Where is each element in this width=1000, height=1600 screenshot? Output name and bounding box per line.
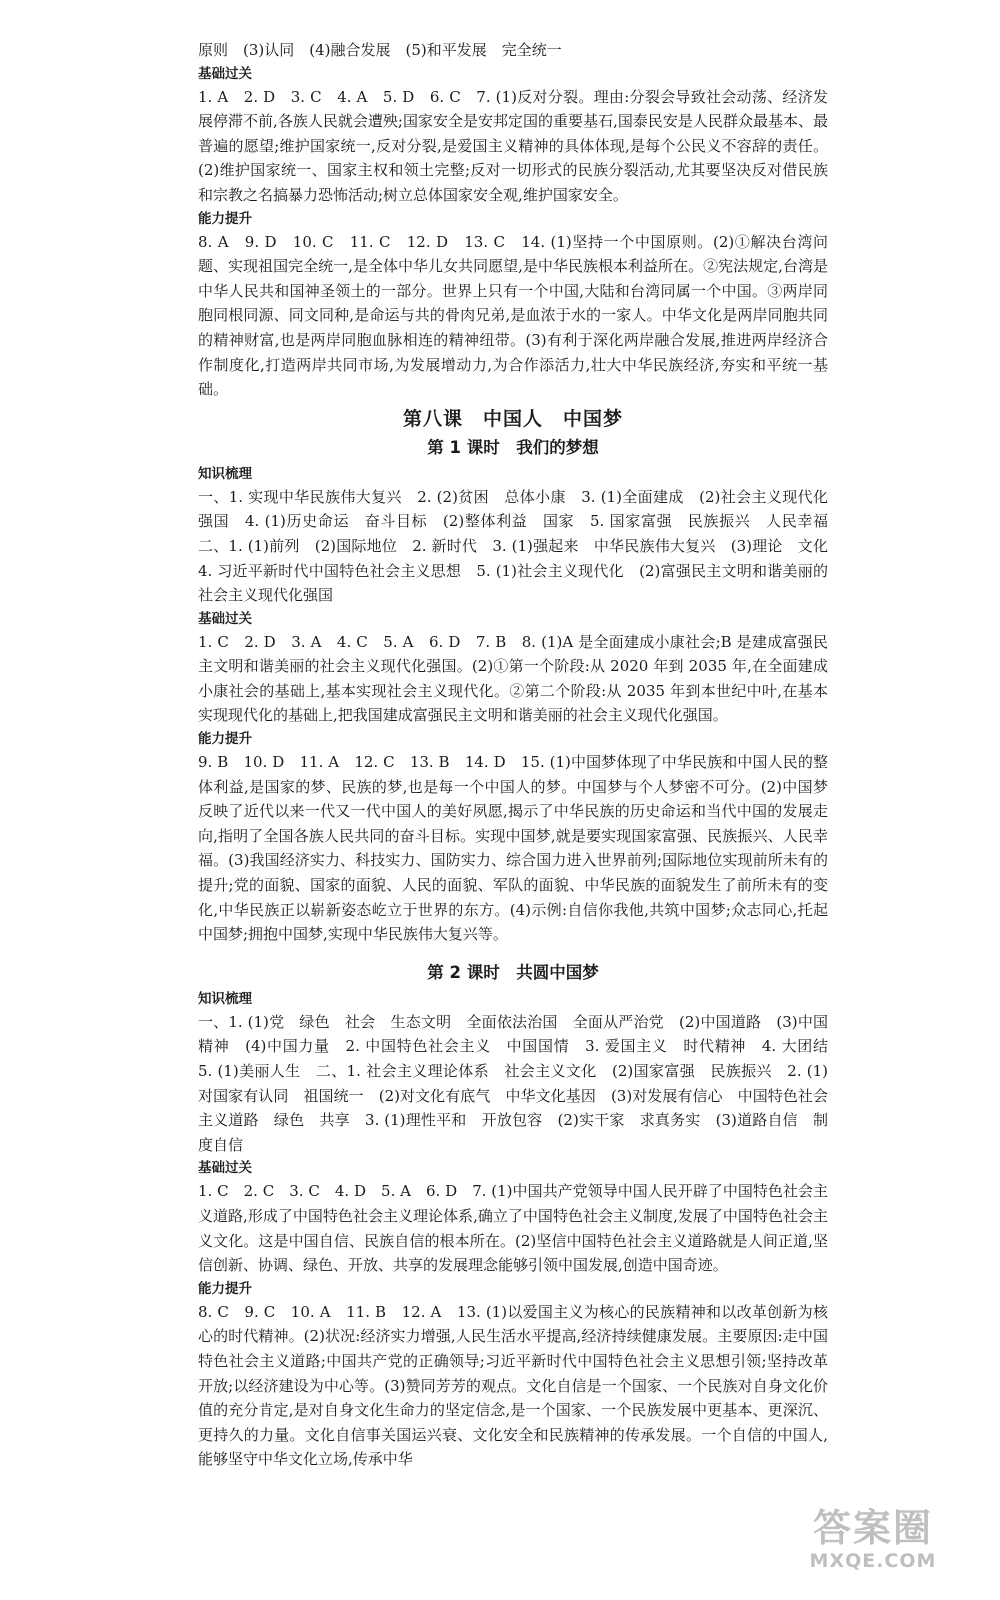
- lesson2-knowledge-heading: 知识梳理: [198, 990, 252, 1007]
- watermark-logo: [788, 1506, 958, 1578]
- lesson1-knowledge-text: 一、1. 实现中华民族伟大复兴 2. (2)贫困 总体小康 3. (1)全面建成 (2)社会主义现代化强国 4. (1)历史命运 奋斗目标 (2)整体利益 国家 5. 国家富强 民族振兴 人民幸福 二、1. (1)前列 (2)国际地位 2. 新时代 3. (1)强起来 中华民族伟大复兴 (3)理论 文化 4. 习近平新时代中国特色社会主义思想 5. (1)社会主义现代化 (2)富强民主文明和谐美丽的社会主义现代化强国: [198, 487, 844, 605]
- lesson2-title: 第 2 课时 共圆中国梦: [427, 962, 599, 982]
- lesson1-title: 第 1 课时 我们的梦想: [427, 437, 599, 457]
- part1-basic-answers: 1. A 2. D 3. C 4. A 5. D 6. C 7. (1)反对分裂。理由:分裂会导致社会动荡、经济发展停滞不前,各族人民就会遭殃;国家安全是安邦定国的重要基石,国泰民安是人民群众最基本、最普遍的愿望;维护国家统一,反对分裂,是爱国主义精神的具体体现,是每个公民义不容辞的责任。(2)维护国家统一、国家主权和领土完整;反对一切形式的民族分裂活动,尤其要坚决反对借民族和宗教之名搞暴力恐怖活动;树立总体国家安全观,维护国家安全。: [198, 87, 828, 204]
- lesson1-basic-heading: 基础过关: [198, 610, 252, 627]
- lesson2-ability-heading: 能力提升: [198, 1280, 252, 1297]
- lesson2-basic-answers: 1. C 2. C 3. C 4. D 5. A 6. D 7. (1)中国共产党领导中国人民开辟了中国特色社会主义道路,形成了中国特色社会主义理论体系,确立了中国特色社会主义制度,发展了中国特色社会主义文化。这是中国自信、民族自信的根本所在。(2)坚信中国特色社会主义道路就是人间正道,坚信创新、协调、绿色、开放、共享的发展理念能够引领中国发展,创造中国奇迹。: [198, 1182, 828, 1275]
- lesson2-basic-heading: 基础过关: [198, 1160, 252, 1177]
- part1-intro: 原则 (3)认同 (4)融合发展 (5)和平发展 完全统一: [198, 41, 562, 59]
- lesson1-ability-heading: 能力提升: [198, 731, 252, 748]
- lesson1-ability-answers: 9. B 10. D 11. A 12. C 13. B 14. D 15. (1)中国梦体现了中华民族和中国人民的整体利益,是国家的梦、民族的梦,也是每一个中国人的梦。中国梦与个人梦密不可分。(2)中国梦反映了近代以来一代又一代中国人的美好夙愿,揭示了中华民族的历史命运和当代中国的发展走向,指明了全国各族人民共同的奋斗目标。实现中国梦,就是要实现国家富强、民族振兴、人民幸福。(3)我国经济实力、科技实力、国防实力、综合国力进入世界前列;国际地位实现前所未有的提升;党的面貌、国家的面貌、人民的面貌、军队的面貌、中华民族的面貌发生了前所未有的变化,中华民族正以崭新姿态屹立于世界的东方。(4)示例:自信你我他,共筑中国梦;众志同心,托起中国梦;拥抱中国梦,实现中华民族伟大复兴等。: [198, 753, 828, 944]
- answer-page: [198, 38, 844, 1472]
- lesson2-knowledge-text: 一、1. (1)党 绿色 社会 生态文明 全面依法治国 全面从严治党 (2)中国道路 (3)中国精神 (4)中国力量 2. 中国特色社会主义 中国国情 3. 爱国主义 时代精神 4. 大团结 5. (1)美丽人生 二、1. 社会主义理论体系 社会主义文化 (2)国家富强 民族振兴 2. (1)对国家有认同 祖国统一 (2)对文化有底气 中华文化基因 (3)对发展有信心 中国特色社会主义道路 绿色 共享 3. (1)理性平和 开放包容 (2)实干家 求真务实 (3)道路自信 制度自信: [198, 1012, 844, 1154]
- part1-ability-answers: 8. A 9. D 10. C 11. C 12. D 13. C 14. (1)坚持一个中国原则。(2)①解决台湾问题、实现祖国完全统一,是全体中华儿女共同愿望,是中华民族根本利益所在。②宪法规定,台湾是中华人民共和国神圣领土的一部分。世界上只有一个中国,大陆和台湾同属一个中国。③两岸同胞同根同源、同文同种,是命运与共的骨肉兄弟,是血浓于水的一家人。中华文化是两岸同胞共同的精神财富,也是两岸同胞血脉相连的精神纽带。(3)有利于深化两岸融合发展,推进两岸经济合作制度化,打造两岸共同市场,为发展增动力,为合作添活力,壮大中华民族经济,夯实和平统一基础。: [198, 232, 828, 399]
- part1-basic-heading: 基础过关: [198, 65, 252, 82]
- chapter-title: 第八课 中国人 中国梦: [402, 407, 623, 430]
- part1-ability-heading: 能力提升: [198, 210, 252, 227]
- watermark-url: MXQE.COM: [809, 1550, 937, 1572]
- lesson1-basic-answers: 1. C 2. D 3. A 4. C 5. A 6. D 7. B 8. (1)A 是全面建成小康社会;B 是建成富强民主文明和谐美丽的社会主义现代化强国。(2)①第一个阶段:从 2020 年到 2035 年,在全面建成小康社会的基础上,基本实现社会主义现代化。②第二个阶段:从 2035 年到本世纪中叶,在基本实现现代化的基础上,把我国建成富强民主文明和谐美丽的社会主义现代化强国。: [198, 632, 828, 725]
- lesson1-knowledge-heading: 知识梳理: [198, 465, 252, 482]
- watermark-text: 答案圈: [812, 1506, 933, 1550]
- lesson2-ability-answers: 8. C 9. C 10. A 11. B 12. A 13. (1)以爱国主义为核心的民族精神和以改革创新为核心的时代精神。(2)状况:经济实力增强,人民生活水平提高,经济持续健康发展。主要原因:走中国特色社会主义道路;中国共产党的正确领导;习近平新时代中国特色社会主义思想引领;坚持改革开放;以经济建设为中心等。(3)赞同芳芳的观点。文化自信是一个国家、一个民族对自身文化价值的充分肯定,是对自身文化生命力的坚定信念,是一个国家、一个民族发展中更基本、更深沉、更持久的力量。文化自信事关国运兴衰、文化安全和民族精神的传承发展。一个自信的中国人,能够坚守中华文化立场,传承中华: [198, 1302, 828, 1469]
